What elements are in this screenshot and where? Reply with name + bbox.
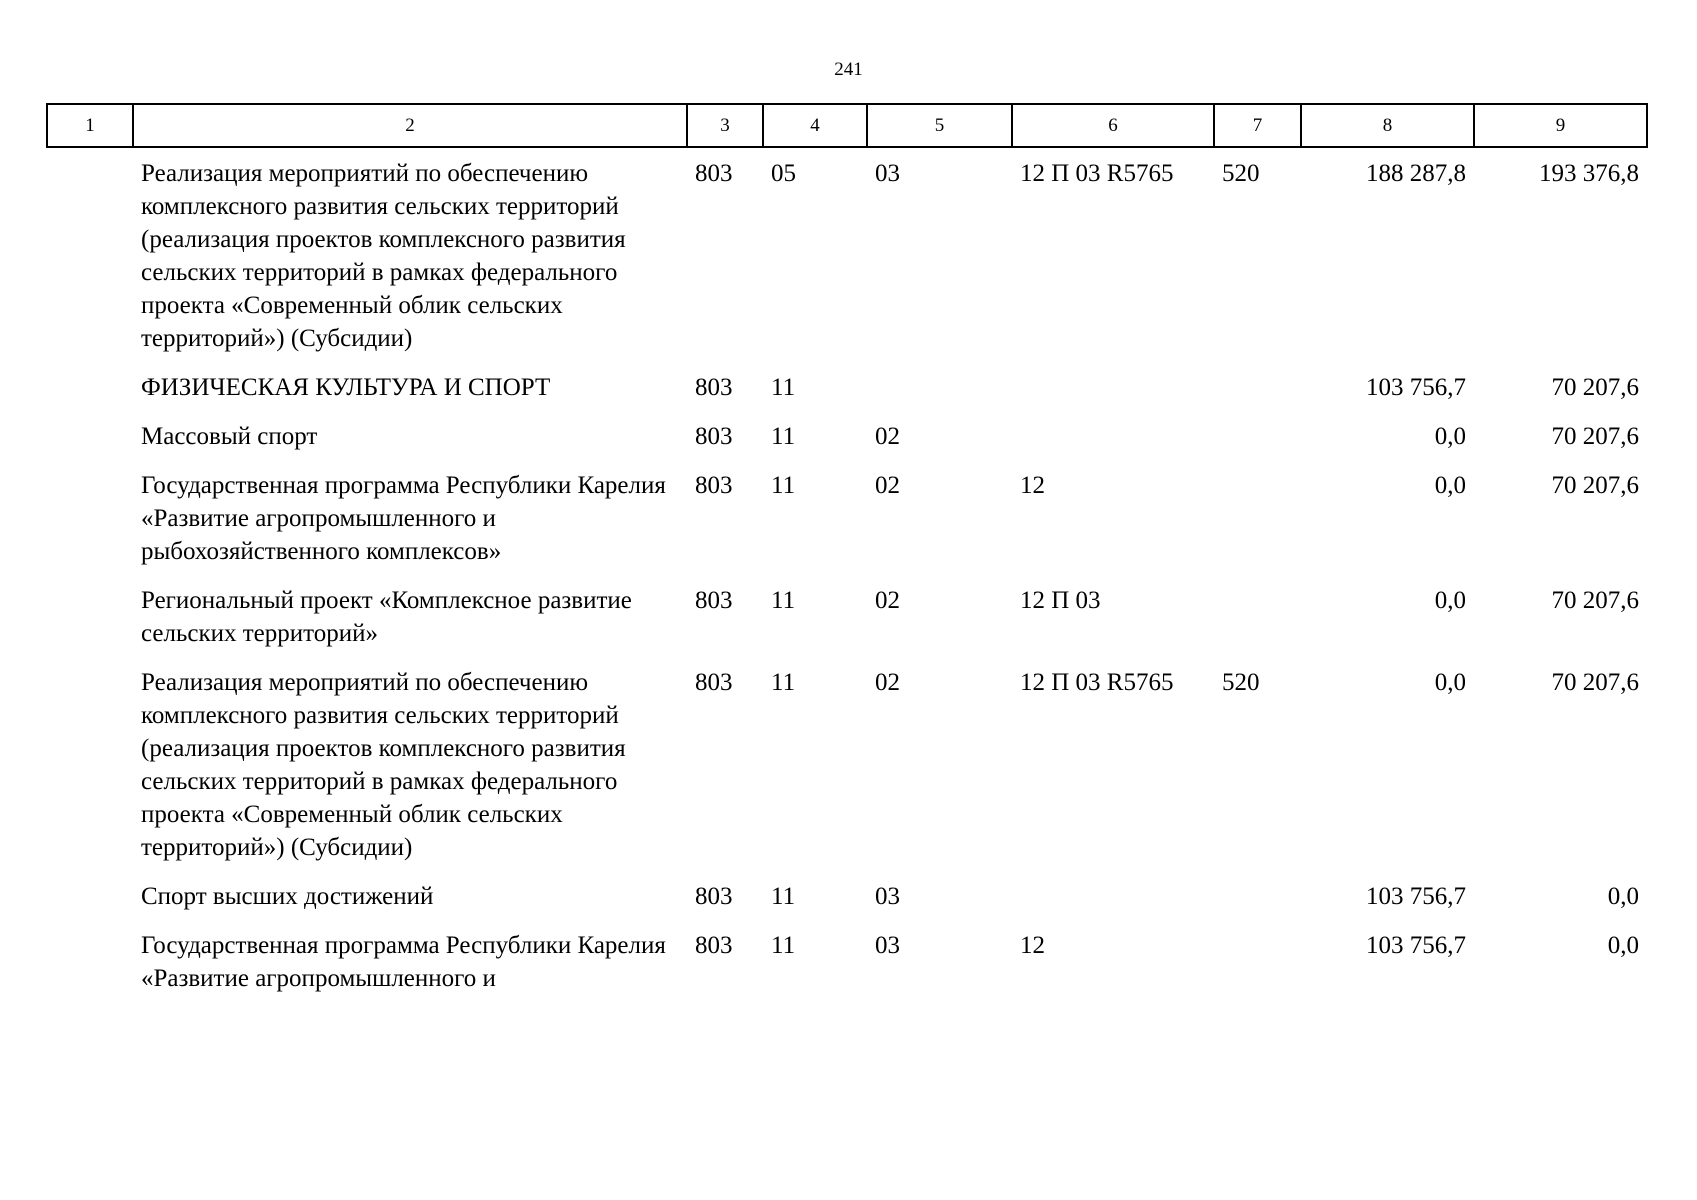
cell-department-code: 803 bbox=[695, 374, 733, 401]
cell-amount-col-9: 70 207,6 bbox=[1551, 423, 1639, 450]
cell-amount-col-9: 0,0 bbox=[1607, 883, 1639, 910]
header-cell-3: 3 bbox=[687, 104, 763, 147]
cell-amount-col-8: 103 756,7 bbox=[1366, 374, 1466, 401]
cell-subsection-code: 02 bbox=[875, 669, 900, 696]
cell-target-article bbox=[1012, 371, 1214, 420]
cell-expense-type bbox=[1214, 420, 1301, 469]
cell-col-1 bbox=[47, 371, 133, 420]
cell-item-name: Региональный проект «Комплексное развитие сельских территорий» bbox=[141, 587, 632, 647]
table-header-row bbox=[47, 104, 1647, 147]
cell-col-1 bbox=[47, 147, 133, 371]
cell-item-name: Спорт высших достижений bbox=[141, 883, 434, 910]
cell-expense-type bbox=[1214, 880, 1301, 929]
cell-amount-col-9: 70 207,6 bbox=[1551, 669, 1639, 696]
cell-col-1 bbox=[47, 420, 133, 469]
cell-expense-type bbox=[1214, 929, 1301, 995]
cell-expense-type bbox=[1214, 371, 1301, 420]
cell-subsection-code: 02 bbox=[875, 587, 900, 614]
cell-expense-type: 520 bbox=[1222, 160, 1260, 187]
cell-department-code: 803 bbox=[695, 932, 733, 959]
cell-amount-col-8: 188 287,8 bbox=[1366, 160, 1466, 187]
cell-expense-type bbox=[1214, 584, 1301, 666]
cell-subsection-code: 03 bbox=[875, 883, 900, 910]
cell-subsection-code bbox=[867, 371, 1012, 420]
cell-section-code: 11 bbox=[771, 472, 796, 499]
header-cell-6: 6 bbox=[1012, 104, 1214, 147]
header-cell-7: 7 bbox=[1214, 104, 1301, 147]
table-row bbox=[47, 666, 1647, 880]
cell-amount-col-9: 0,0 bbox=[1607, 932, 1639, 959]
cell-department-code: 803 bbox=[695, 587, 733, 614]
cell-subsection-code: 03 bbox=[875, 160, 900, 187]
cell-item-name: Государственная программа Республики Карелия «Развитие агропромышленного и bbox=[141, 932, 666, 992]
cell-target-article bbox=[1012, 880, 1214, 929]
cell-col-1 bbox=[47, 929, 133, 995]
cell-col-1 bbox=[47, 469, 133, 584]
cell-col-1 bbox=[47, 666, 133, 880]
cell-item-name: ФИЗИЧЕСКАЯ КУЛЬТУРА И СПОРТ bbox=[141, 374, 551, 401]
table-row bbox=[47, 469, 1647, 584]
cell-subsection-code: 02 bbox=[875, 423, 900, 450]
cell-section-code: 11 bbox=[771, 669, 796, 696]
header-cell-4: 4 bbox=[763, 104, 867, 147]
cell-target-article: 12 bbox=[1020, 932, 1045, 959]
cell-item-name: Реализация мероприятий по обеспечению комплексного развития сельских территорий (реализация проектов комплексного развития сельских территорий в рамках федерального проекта «Современный облик сельских территорий») (Субсидии) bbox=[141, 669, 626, 861]
cell-department-code: 803 bbox=[695, 472, 733, 499]
cell-expense-type: 520 bbox=[1222, 669, 1260, 696]
cell-item-name: Массовый спорт bbox=[141, 423, 318, 450]
cell-amount-col-8: 0,0 bbox=[1434, 587, 1466, 614]
table-row bbox=[47, 420, 1647, 469]
cell-section-code: 11 bbox=[771, 932, 796, 959]
header-cell-1: 1 bbox=[47, 104, 133, 147]
cell-section-code: 11 bbox=[771, 883, 796, 910]
table-row bbox=[47, 371, 1647, 420]
cell-expense-type bbox=[1214, 469, 1301, 584]
cell-amount-col-9: 70 207,6 bbox=[1551, 374, 1639, 401]
table-row bbox=[47, 880, 1647, 929]
cell-subsection-code: 03 bbox=[875, 932, 900, 959]
cell-amount-col-8: 0,0 bbox=[1434, 669, 1466, 696]
cell-target-article: 12 П 03 R5765 bbox=[1020, 160, 1174, 187]
table-row bbox=[47, 929, 1647, 995]
cell-amount-col-8: 0,0 bbox=[1434, 472, 1466, 499]
page-number: 241 bbox=[834, 59, 863, 80]
header-cell-8: 8 bbox=[1301, 104, 1474, 147]
cell-target-article: 12 П 03 bbox=[1020, 587, 1101, 614]
cell-section-code: 11 bbox=[771, 423, 796, 450]
table-row bbox=[47, 147, 1647, 371]
cell-department-code: 803 bbox=[695, 883, 733, 910]
cell-col-1 bbox=[47, 880, 133, 929]
cell-amount-col-8: 103 756,7 bbox=[1366, 883, 1466, 910]
cell-amount-col-9: 193 376,8 bbox=[1539, 160, 1639, 187]
cell-subsection-code: 02 bbox=[875, 472, 900, 499]
table-row bbox=[47, 584, 1647, 666]
cell-target-article: 12 П 03 R5765 bbox=[1020, 669, 1174, 696]
cell-target-article: 12 bbox=[1020, 472, 1045, 499]
cell-section-code: 11 bbox=[771, 587, 796, 614]
cell-department-code: 803 bbox=[695, 423, 733, 450]
cell-amount-col-8: 0,0 bbox=[1434, 423, 1466, 450]
cell-target-article bbox=[1012, 420, 1214, 469]
header-cell-9: 9 bbox=[1474, 104, 1647, 147]
cell-amount-col-9: 70 207,6 bbox=[1551, 587, 1639, 614]
cell-department-code: 803 bbox=[695, 669, 733, 696]
cell-amount-col-8: 103 756,7 bbox=[1366, 932, 1466, 959]
budget-table bbox=[46, 103, 1648, 995]
cell-department-code: 803 bbox=[695, 160, 733, 187]
cell-section-code: 11 bbox=[771, 374, 796, 401]
cell-amount-col-9: 70 207,6 bbox=[1551, 472, 1639, 499]
header-cell-2: 2 bbox=[133, 104, 687, 147]
header-cell-5: 5 bbox=[867, 104, 1012, 147]
cell-section-code: 05 bbox=[771, 160, 796, 187]
cell-item-name: Государственная программа Республики Карелия «Развитие агропромышленного и рыбохозяйственного комплексов» bbox=[141, 472, 666, 565]
cell-col-1 bbox=[47, 584, 133, 666]
cell-item-name: Реализация мероприятий по обеспечению комплексного развития сельских территорий (реализация проектов комплексного развития сельских территорий в рамках федерального проекта «Современный облик сельских территорий») (Субсидии) bbox=[141, 160, 626, 352]
